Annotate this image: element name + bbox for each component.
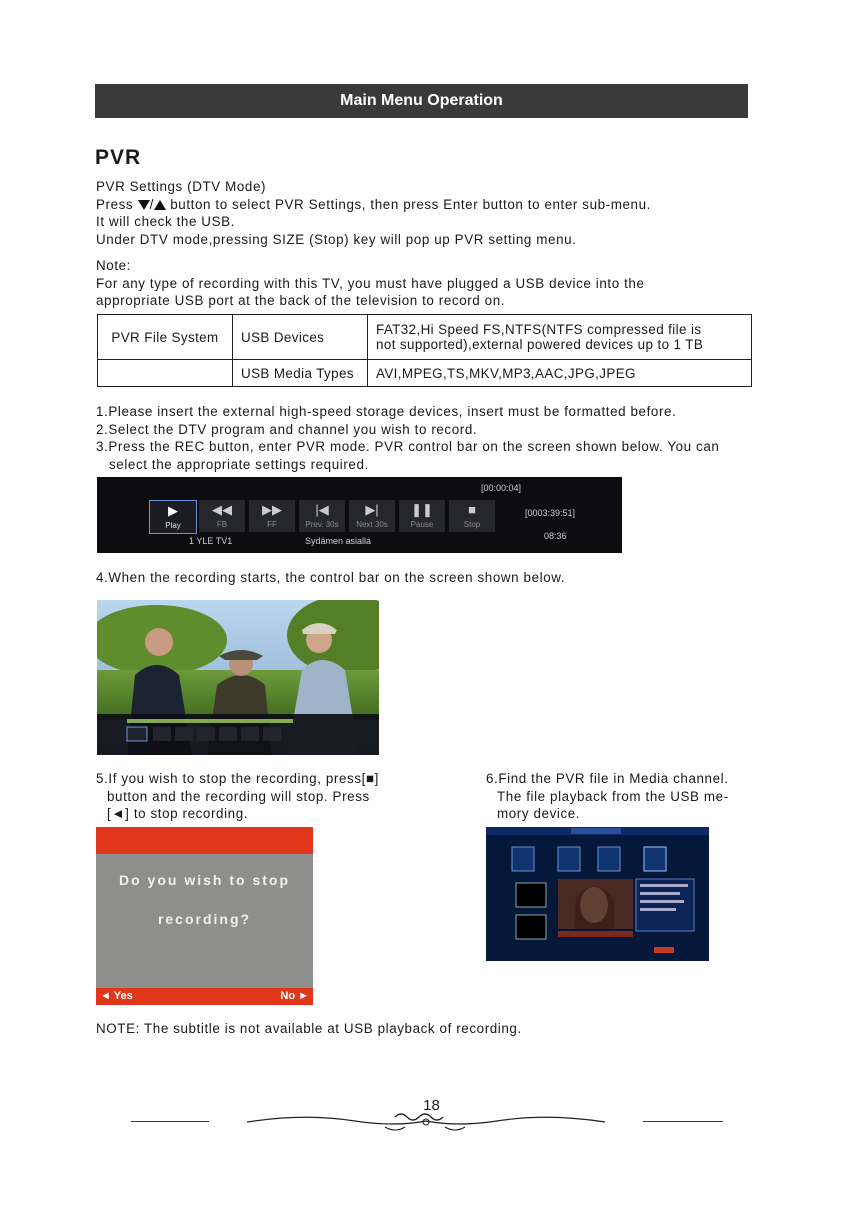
- intro-line: Under DTV mode,pressing SIZE (Stop) key will pop up PVR setting menu.: [96, 231, 577, 247]
- intro-line: PVR Settings (DTV Mode): [96, 179, 267, 194]
- page-number: 18: [423, 1097, 440, 1114]
- media-browser-image: [486, 827, 709, 961]
- footer-rule-left: [131, 1121, 209, 1122]
- button-label: Pause: [410, 520, 434, 529]
- button-label: FB: [216, 520, 228, 529]
- intro-line: It will check the USB.: [96, 214, 235, 229]
- table-cell: USB Media Types: [233, 360, 368, 387]
- pvr-ff-button[interactable]: [249, 500, 295, 532]
- note-label: Note:: [96, 258, 132, 273]
- steps-paragraph: [96, 403, 719, 473]
- dialog-question: recording?: [157, 911, 252, 927]
- table-cell: [368, 315, 752, 360]
- program-name: Sydämen asialla: [305, 536, 372, 546]
- page-header: Main Menu Operation: [95, 84, 748, 118]
- step-line: 6.Find the PVR file in Media channel.: [486, 771, 729, 786]
- stop-recording-dialog: [96, 827, 313, 1005]
- up-arrow-icon: [154, 200, 166, 210]
- dialog-top-bar: [96, 827, 313, 854]
- table-cell: PVR File System: [98, 315, 233, 360]
- intro-line: [96, 196, 651, 214]
- recording-screenshot: [97, 600, 379, 755]
- step5-paragraph: [96, 770, 379, 823]
- section-title: PVR: [95, 146, 142, 169]
- note-paragraph: [96, 257, 645, 310]
- play-icon: ▶: [168, 503, 178, 518]
- button-label: Stop: [463, 520, 481, 529]
- step6-paragraph: [486, 770, 729, 823]
- clock-time: 08:36: [544, 531, 567, 541]
- fast-forward-icon: ▶▶: [262, 502, 282, 517]
- table-row: [98, 360, 752, 387]
- button-label: Next 30s: [356, 520, 388, 529]
- stop-icon: ■: [468, 502, 476, 517]
- pause-icon: ❚❚: [411, 502, 433, 517]
- table-cell: USB Devices: [233, 315, 368, 360]
- tv-scene-image: [97, 600, 379, 755]
- rewind-icon: ◀◀: [212, 502, 232, 517]
- pvr-fb-button[interactable]: [199, 500, 245, 532]
- skip-back-icon: |◀: [315, 502, 329, 517]
- channel-name: 1 YLE TV1: [189, 536, 233, 546]
- step-line: [◄] to stop recording.: [107, 806, 249, 821]
- step-line: 4.When the recording starts, the control bar on the screen shown below.: [96, 570, 566, 585]
- button-label: FF: [267, 520, 277, 529]
- button-label: Play: [165, 521, 181, 530]
- total-time: [0003:39:51]: [525, 508, 576, 518]
- step-line: 1.Please insert the external high-speed storage devices, insert must be formatted before.: [96, 404, 677, 419]
- no-button[interactable]: No ►: [280, 990, 309, 1002]
- table-cell: [98, 360, 233, 387]
- dialog-question: Do you wish to stop: [119, 872, 290, 888]
- intro-text: Press: [96, 196, 134, 212]
- pvr-prev-button[interactable]: [299, 500, 345, 532]
- final-note: NOTE: The subtitle is not available at USB playback of recording.: [96, 1021, 522, 1036]
- pvr-pause-button[interactable]: [399, 500, 445, 532]
- down-arrow-icon: [138, 200, 150, 210]
- table-cell-line: not supported),external powered devices up to 1 TB: [376, 337, 704, 352]
- intro-text: button to select PVR Settings, then press Enter button to enter sub-menu.: [170, 196, 651, 212]
- note-line: appropriate USB port at the back of the television to record on.: [96, 293, 506, 308]
- table-cell-line: FAT32,Hi Speed FS,NTFS(NTFS compressed file is: [376, 322, 702, 337]
- step-line: The file playback from the USB me-: [497, 788, 729, 804]
- footer-rule-right: [643, 1121, 723, 1122]
- intro-paragraph: [96, 178, 651, 248]
- table-row: [98, 315, 752, 360]
- step-line: mory device.: [497, 806, 581, 821]
- step-line: 3.Press the REC button, enter PVR mode. PVR control bar on the screen shown below. You can: [96, 439, 720, 454]
- intro-text: /: [149, 196, 154, 212]
- pvr-play-button[interactable]: [149, 500, 197, 534]
- skip-forward-icon: ▶|: [365, 502, 379, 517]
- pvr-spec-table: [97, 314, 752, 387]
- yes-button[interactable]: ◄ Yes: [100, 990, 133, 1002]
- pvr-control-bar-screenshot: [97, 477, 622, 553]
- button-label: Prev. 30s: [305, 520, 339, 529]
- step-line: 2.Select the DTV program and channel you wish to record.: [96, 421, 478, 437]
- pvr-next-button[interactable]: [349, 500, 395, 532]
- note-line: For any type of recording with this TV, you must have plugged a USB device into the: [96, 275, 645, 291]
- table-cell: AVI,MPEG,TS,MKV,MP3,AAC,JPG,JPEG: [368, 360, 752, 387]
- step-line: select the appropriate settings required.: [109, 456, 369, 472]
- step-line: button and the recording will stop. Press: [107, 788, 370, 804]
- record-time: [00:00:04]: [481, 483, 522, 493]
- pvr-stop-button[interactable]: [449, 500, 495, 532]
- dialog-bottom-bar: [96, 988, 313, 1005]
- media-channel-screenshot: [486, 827, 709, 961]
- step-line: 5.If you wish to stop the recording, press[■]: [96, 771, 379, 786]
